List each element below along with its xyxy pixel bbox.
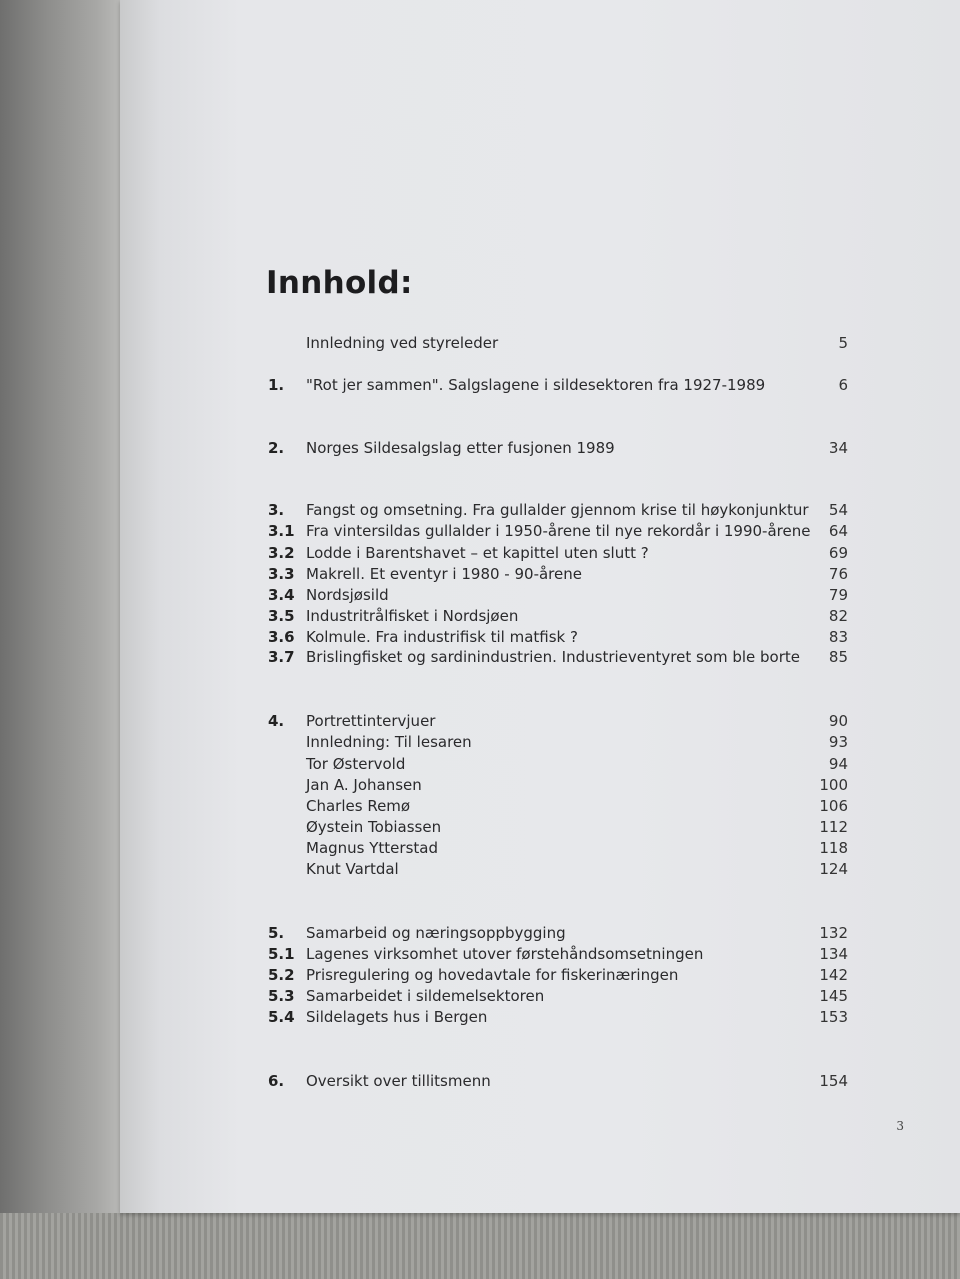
toc-entry: [120, 966, 960, 986]
toc-entry-number: 5.2: [268, 966, 295, 984]
toc-entry: [120, 945, 960, 965]
toc-entry: [120, 860, 960, 880]
toc-entry-title: Magnus Ytterstad: [306, 839, 438, 857]
toc-entry-number: 5.1: [268, 945, 295, 963]
toc-entry-page: 82: [828, 607, 848, 625]
toc-entry-title: Sildelagets hus i Bergen: [306, 1008, 488, 1026]
toc-entry: [120, 755, 960, 775]
toc-entry-title: Knut Vartdal: [306, 860, 399, 878]
toc-entry-number: 3.: [268, 501, 285, 519]
toc-entry: [120, 648, 960, 668]
toc-entry: [120, 733, 960, 753]
toc-entry-number: 5.: [268, 924, 285, 942]
toc-entry-page: 6: [838, 376, 848, 394]
toc-entry: [120, 712, 960, 732]
toc-entry-page: 106: [819, 797, 848, 815]
toc-entry-title: Samarbeid og næringsoppbygging: [306, 924, 566, 942]
toc-entry-page: 124: [819, 860, 848, 878]
toc-entry-number: 6.: [268, 1072, 285, 1090]
table-surface: [0, 1213, 960, 1279]
toc-entry-page: 145: [819, 987, 848, 1005]
toc-entry-title: Lodde i Barentshavet – et kapittel uten slutt ?: [306, 544, 649, 562]
toc-entry-title: "Rot jer sammen". Salgslagene i sildesektoren fra 1927-1989: [306, 376, 766, 394]
toc-entry-title: Nordsjøsild: [306, 586, 389, 604]
toc-entry: [120, 839, 960, 859]
toc-entry-number: 4.: [268, 712, 285, 730]
toc-entry-page: 76: [828, 565, 848, 583]
toc-entry-page: 85: [828, 648, 848, 666]
toc-entry: [120, 924, 960, 944]
toc-entry-page: 79: [828, 586, 848, 604]
toc-entry-title: Innledning ved styreleder: [306, 334, 499, 352]
toc-entry-title: Makrell. Et eventyr i 1980 - 90-årene: [306, 565, 582, 583]
toc-entry: [120, 376, 960, 396]
toc-entry-number: 1.: [268, 376, 285, 394]
toc-entry-title: Portrettintervjuer: [306, 712, 436, 730]
toc-entry-title: Kolmule. Fra industrifisk til matfisk ?: [306, 628, 578, 646]
toc-entry-number: 3.5: [268, 607, 295, 625]
toc-entry-number: 3.3: [268, 565, 295, 583]
toc-entry-page: 93: [828, 733, 848, 751]
toc-entry: [120, 586, 960, 606]
toc-entry-page: 118: [819, 839, 848, 857]
toc-entry: [120, 522, 960, 542]
toc-entry-page: 69: [828, 544, 848, 562]
toc-entry-title: Innledning: Til lesaren: [306, 733, 472, 751]
toc-entry-page: 132: [819, 924, 848, 942]
toc-entry-page: 64: [828, 522, 848, 540]
toc-entry-title: Fra vintersildas gullalder i 1950-årene til nye rekordår i 1990-årene: [306, 522, 811, 540]
toc-entry-page: 142: [819, 966, 848, 984]
toc-entry-number: 3.4: [268, 586, 295, 604]
toc-entry-title: Charles Remø: [306, 797, 411, 815]
toc-entry: [120, 501, 960, 521]
toc-entry: [120, 1072, 960, 1092]
toc-entry-title: Øystein Tobiassen: [306, 818, 442, 836]
toc-entry-title: Samarbeidet i sildemelsektoren: [306, 987, 545, 1005]
toc-entry-number: 2.: [268, 439, 285, 457]
page-title: Innhold:: [266, 265, 413, 301]
toc-entry-number: 3.2: [268, 544, 295, 562]
toc-entry-title: Tor Østervold: [306, 755, 406, 773]
toc-entry-page: 134: [819, 945, 848, 963]
toc-entry-page: 5: [838, 334, 848, 352]
page-number: 3: [896, 1119, 904, 1133]
toc-entry: [120, 544, 960, 564]
toc-entry: [120, 776, 960, 796]
toc-entry-number: 3.6: [268, 628, 295, 646]
toc-entry-page: 154: [819, 1072, 848, 1090]
adjacent-page-edge: [0, 0, 120, 1215]
toc-entry-title: Norges Sildesalgslag etter fusjonen 1989: [306, 439, 615, 457]
toc-entry-title: Oversikt over tillitsmenn: [306, 1072, 491, 1090]
toc-entry-page: 100: [819, 776, 848, 794]
toc-entry-page: 94: [828, 755, 848, 773]
toc-entry-page: 83: [828, 628, 848, 646]
toc-entry: [120, 334, 960, 354]
toc-entry: [120, 565, 960, 585]
toc-entry-number: 3.7: [268, 648, 295, 666]
toc-entry-page: 34: [828, 439, 848, 457]
toc-entry-title: Lagenes virksomhet utover førstehåndsomsetningen: [306, 945, 704, 963]
toc-entry: [120, 818, 960, 838]
toc-entry-number: 3.1: [268, 522, 295, 540]
toc-entry-number: 5.3: [268, 987, 295, 1005]
toc-entry-title: Fangst og omsetning. Fra gullalder gjennom krise til høykonjunktur: [306, 501, 809, 519]
toc-entry-title: Industritrålfisket i Nordsjøen: [306, 607, 519, 625]
toc-entry: [120, 439, 960, 459]
toc-entry-page: 112: [819, 818, 848, 836]
toc-entry-title: Brislingfisket og sardinindustrien. Industrieventyret som ble borte: [306, 648, 801, 666]
toc-entry-title: Jan A. Johansen: [306, 776, 422, 794]
toc-entry-title: Prisregulering og hovedavtale for fiskerinæringen: [306, 966, 679, 984]
toc-entry: [120, 1008, 960, 1028]
toc-entry-number: 5.4: [268, 1008, 295, 1026]
toc-entry: [120, 628, 960, 648]
toc-entry: [120, 797, 960, 817]
toc-entry: [120, 987, 960, 1007]
toc-entry-page: 153: [819, 1008, 848, 1026]
toc-entry: [120, 607, 960, 627]
book-page: [120, 0, 960, 1213]
toc-entry-page: 90: [828, 712, 848, 730]
toc-entry-page: 54: [828, 501, 848, 519]
